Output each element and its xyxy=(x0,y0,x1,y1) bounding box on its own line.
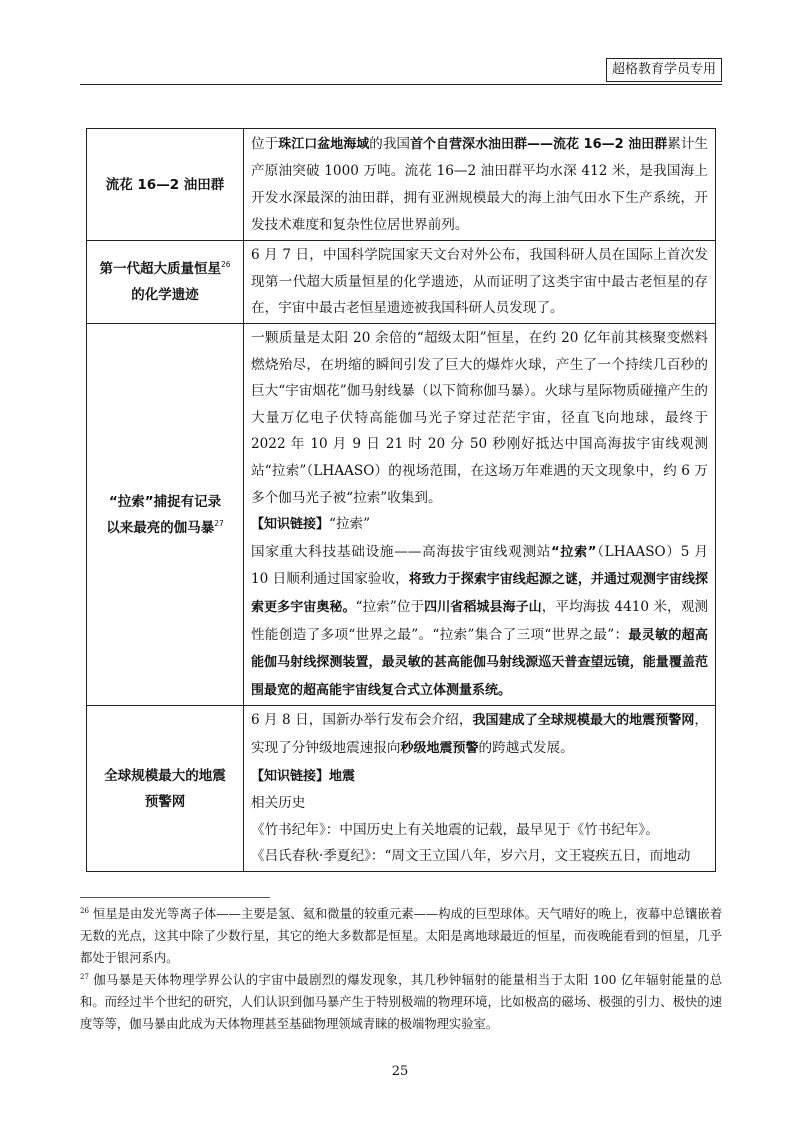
knowledge-link-label: 【知识链接】 xyxy=(251,768,330,784)
footnote-number: 27 xyxy=(80,973,89,981)
emphasis-text: 我国建成了全球规模最大的地震预警网 xyxy=(472,713,695,729)
footnote-number: 26 xyxy=(80,907,89,915)
row-paragraph xyxy=(251,707,708,762)
text-run: ，平均海拔 4410 米，观测性能创造了多项“世界之最”。“拉索”集合了三项“世界之最”： xyxy=(251,598,708,643)
table-row xyxy=(87,324,716,706)
emphasis-text: 秒级地震预警 xyxy=(400,740,479,756)
row-label-text: 第一代超大质量恒星 xyxy=(99,261,221,277)
row-paragraph: 《竹书纪年》：中国历史上有关地震的记载，最早见于《竹书纪年》。 xyxy=(251,821,659,838)
table-row xyxy=(87,706,716,872)
row-label xyxy=(87,241,244,324)
sub-heading: 相关历史 xyxy=(251,795,306,812)
text-run: （LHAASO）5 月 10 日顺利通过国家验收， xyxy=(251,543,709,588)
row-label-text: 全球规模最大的地震 xyxy=(104,767,226,784)
text-run: 6 月 8 日，国新办举行发布会介绍， xyxy=(251,712,473,729)
row-label-text: “拉索”捕捉有记录 xyxy=(108,493,222,510)
footnote-rule xyxy=(80,897,270,898)
table-row xyxy=(87,129,716,241)
text-run: 6 月 7 日，中国科学院国家天文台对外公布，我国科研人员在国际上首次发现第一代超大质量恒星的化学遗迹，从而证明了这类宇宙中最古老恒星的存在，宇宙中最古老恒星遗迹被我国科研人员发现了。 xyxy=(251,247,708,317)
footnote-text: 伽马暴是天体物理学界公认的宇宙中最剧烈的爆发现象，其几秒钟辐射的能量相当于太阳 100 亿年辐射能量的总和。而经过半个世纪的研究，人们认识到伽马暴产生于特别极端的物理环境，比如极高的磁场、极强的引力、极快的速度等等，伽马暴由此成为天体物理甚至基础物理领域青睐的极端物理实验室。 xyxy=(80,973,722,1031)
knowledge-link-heading xyxy=(251,511,708,539)
knowledge-link-topic: “拉索” xyxy=(329,516,371,533)
footnote-ref: 26 xyxy=(220,260,231,269)
row-label-text: 流花 16—2 油田群 xyxy=(105,176,225,193)
table-row xyxy=(87,241,716,324)
text-run: 的跨越式发展。 xyxy=(478,739,574,756)
text-run: “拉索”位于 xyxy=(355,598,425,615)
row-paragraph xyxy=(251,131,708,238)
footnote xyxy=(80,903,722,969)
row-paragraph: 《吕氏春秋·季夏纪》：“周文王立国八年，岁六月，文王寝疾五日，而地动 xyxy=(251,848,691,865)
footnote xyxy=(80,969,722,1035)
knowledge-link-heading xyxy=(251,763,708,791)
page-number: 25 xyxy=(391,1064,409,1079)
footnotes xyxy=(80,903,722,1035)
row-content xyxy=(244,324,716,706)
text-run: 国家重大科技基础设施——高海拔宇宙线观测站 xyxy=(251,543,552,560)
text-run: ，实现了分钟级地震速报向 xyxy=(251,712,708,756)
row-label xyxy=(87,324,244,706)
row-label-text-line2: 预警网 xyxy=(144,793,186,810)
emphasis-text: 首个自营深水油田群——流花 16—2 油田群 xyxy=(410,136,668,152)
knowledge-link-label: 【知识链接】 xyxy=(251,517,330,533)
row-content xyxy=(244,129,716,241)
footnote-ref: 27 xyxy=(214,518,224,528)
row-label-text-line2: 的化学遗迹 xyxy=(131,287,199,303)
header-label: 超格教育学员专用 xyxy=(606,58,722,82)
topics-table xyxy=(86,128,716,872)
header-rule xyxy=(80,84,722,85)
emphasis-text: “拉索” xyxy=(551,544,597,560)
row-label xyxy=(87,706,244,872)
row-content xyxy=(244,241,716,324)
footnote-text: 恒星是由发光等离子体——主要是氢、氦和微量的较重元素——构成的巨型球体。天气晴好的晚上，夜幕中总镶嵌着无数的光点，这其中除了少数行星，其它的绝大多数都是恒星。太阳是离地球最近的恒星，而夜晚能看到的恒星，几乎都处于银河系内。 xyxy=(80,907,722,965)
emphasis-text: 最灵敏的超高能伽马射线探测装置，最灵敏的甚高能伽马射线源巡天普查望远镜，能量覆盖范围最宽的超高能宇宙线复合式立体测量系统。 xyxy=(251,627,708,698)
row-paragraph xyxy=(251,539,708,705)
row-paragraph: 一颗质量是太阳 20 余倍的“超级太阳”恒星，在约 20 亿年前其核聚变燃料燃烧殆尽，在坍缩的瞬间引发了巨大的爆炸火球，产生了一个持续几百秒的巨大“宇宙烟花”伽马射线暴（以下简称伽马暴）。火球与星际物质碰撞产生的大量万亿电子伏特高能伽马光子穿过茫茫宇宙，径直飞向地球，最终于 2022 年 10 月 9 日 21 时 20 分 50 秒刚好抵达中国高海拔宇宙线观测站“拉索”（LHAASO）的视场范围，在这场万年难遇的天文现象中，约 6 万多个伽马光子被“拉索”收集到。 xyxy=(251,330,708,506)
row-label-text-line2: 以来最亮的伽马暴 xyxy=(106,519,215,536)
knowledge-link-topic: 地震 xyxy=(329,768,356,784)
text-run: 的我国 xyxy=(369,135,411,152)
emphasis-text: 珠江口盆地海域 xyxy=(278,136,370,152)
emphasis-text: 四川省稻城县海子山 xyxy=(424,599,542,615)
text-run: 累计生产原油突破 1000 万吨。流花 16—2 油田群平均水深 412 米，是我国海上开发水深最深的油田群，拥有亚洲规模最大的海上油气田水下生产系统，开发技术难度和复杂性位居世界前列。 xyxy=(251,135,709,233)
row-content xyxy=(244,706,716,872)
text-run: 位于 xyxy=(251,135,279,152)
emphasis-text: 将致力于探索宇宙线起源之谜，并通过观测宇宙线探索更多宇宙奥秘。 xyxy=(251,572,708,615)
row-label xyxy=(87,129,244,241)
row-paragraph xyxy=(251,242,708,322)
